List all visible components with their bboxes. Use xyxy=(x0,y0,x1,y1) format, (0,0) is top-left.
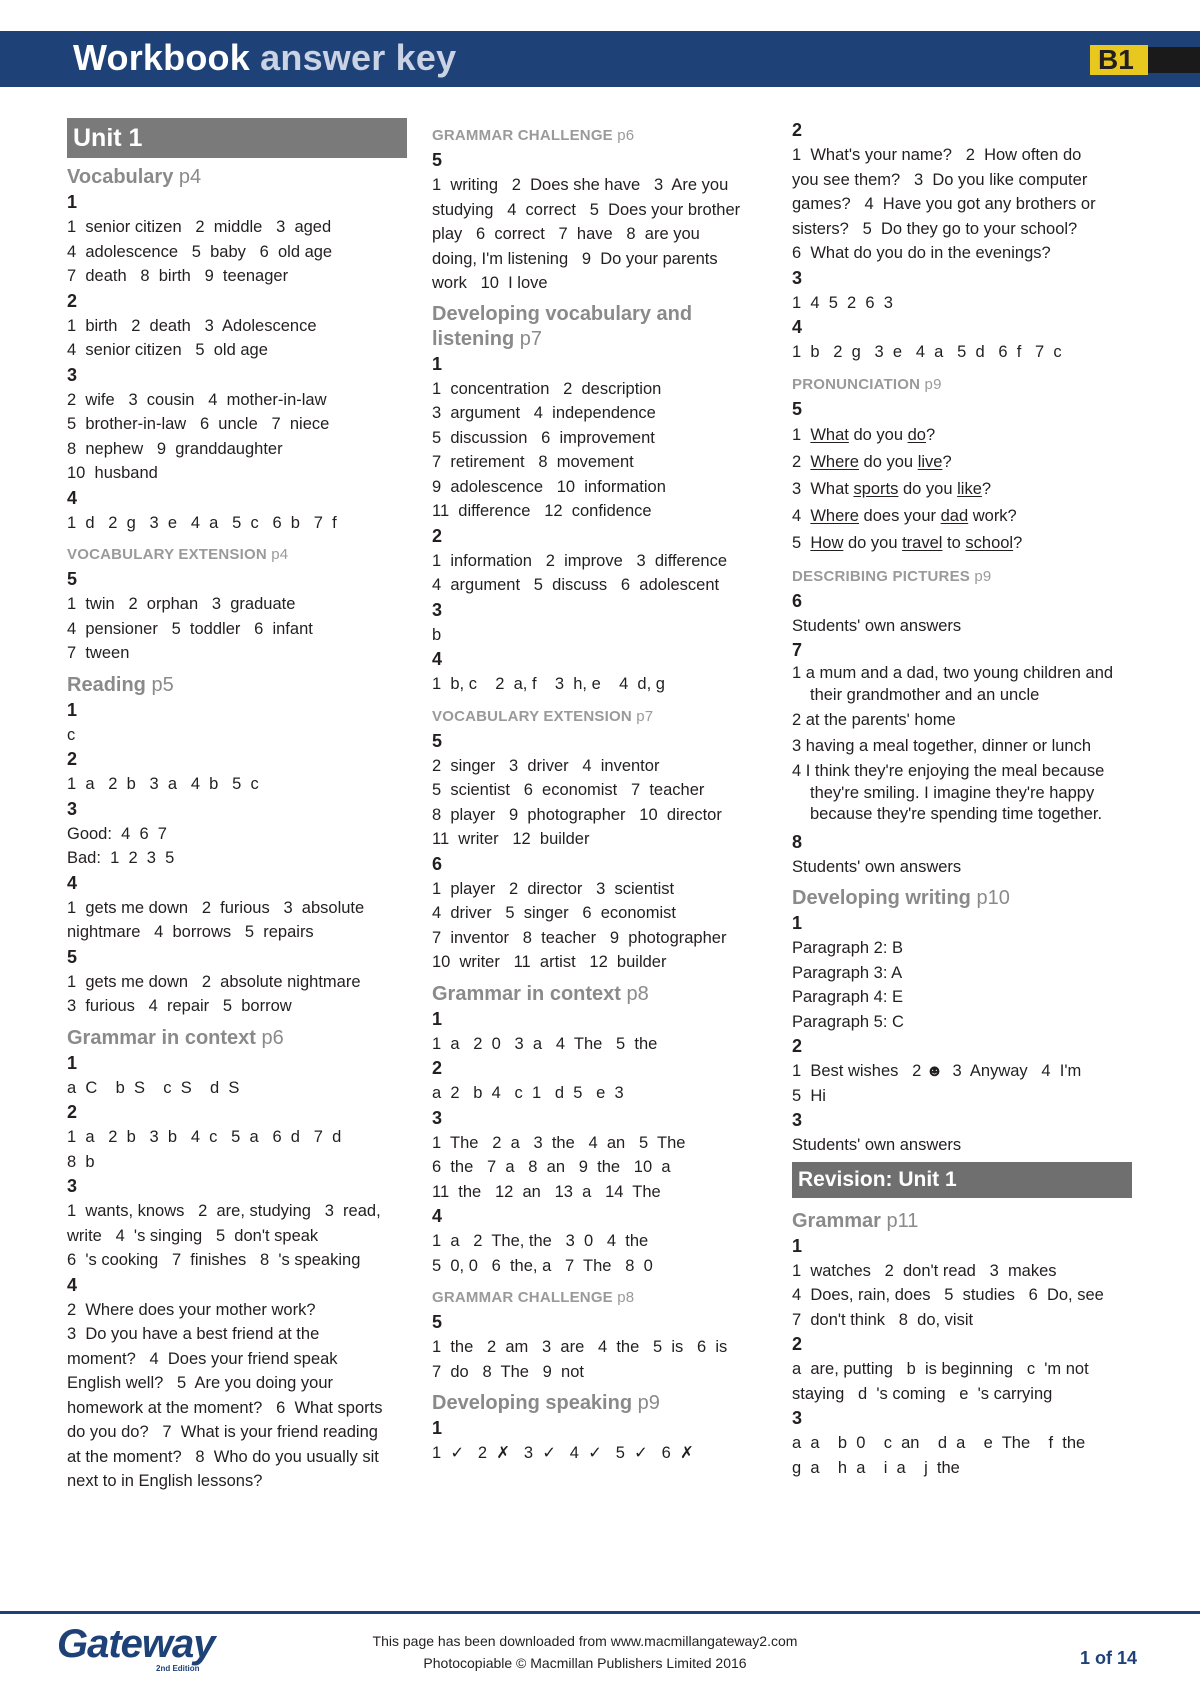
section-vocabulary-extension: VOCABULARY EXTENSION p4 xyxy=(67,546,289,563)
answer-line: 5 discussion 6 improvement xyxy=(432,428,655,447)
answer-line: 4 pensioner 5 toddler 6 infant xyxy=(67,619,313,638)
answer-line: 1 a 2 0 3 a 4 The 5 the xyxy=(432,1034,658,1053)
answer-line: 4 argument 5 discuss 6 adolescent xyxy=(432,576,720,594)
answer-line: 3 argument 4 independence xyxy=(432,404,656,422)
answer-line: English well? 5 Are you doing your xyxy=(67,1374,333,1392)
answer-line: 2 Where does your mother work? xyxy=(67,1300,316,1319)
answer-line: 1 d 2 g 3 e 4 a 5 c 6 b 7 f xyxy=(67,513,337,532)
exercise-number: 6 xyxy=(792,590,803,611)
copyright-notice: Photocopiable © Macmillan Publishers Limited 2016 xyxy=(423,1655,747,1671)
exercise-number: 2 xyxy=(792,1334,803,1354)
answer-line: 11 the 12 an 13 a 14 The xyxy=(432,1182,661,1201)
answer-line: g a h a i a j the xyxy=(792,1458,960,1477)
section-vocabulary: Vocabulary p4 xyxy=(67,166,202,188)
answer-line: 1 What do you do? xyxy=(792,425,936,444)
answer-line: 7 retirement 8 movement xyxy=(432,453,634,471)
answer-line: 3 What sports do you like? xyxy=(792,479,992,498)
exercise-number: 3 xyxy=(792,1110,803,1130)
level-badge: B1 xyxy=(1090,45,1148,75)
section-reading: Reading p5 xyxy=(67,673,174,696)
answer-line: 9 adolescence 10 information xyxy=(432,477,666,496)
exercise-number: 8 xyxy=(792,831,803,852)
section-grammar-challenge-2: GRAMMAR CHALLENGE p8 xyxy=(432,1289,635,1306)
answer-line: 1 a 2 b 3 a 4 b 5 c xyxy=(67,775,259,793)
answer-line: a 2 b 4 c 1 d 5 e 3 xyxy=(432,1084,624,1102)
answer-line: 4 driver 5 singer 6 economist xyxy=(432,904,676,922)
exercise-number: 1 xyxy=(67,192,78,212)
answer-line: 11 difference 12 confidence xyxy=(432,502,652,520)
exercise-number: 1 xyxy=(792,913,803,933)
answer-line: 1 writing 2 Does she have 3 Are you xyxy=(432,176,729,194)
exercise-number: 1 xyxy=(432,1008,443,1029)
header-title-bold: Workbook xyxy=(73,37,250,78)
answer-line: work 10 I love xyxy=(432,274,548,292)
smiley-icon: ☻ xyxy=(925,1062,944,1080)
column-1 xyxy=(67,118,407,1494)
unit-heading: Unit 1 xyxy=(67,118,407,158)
answer-line: 7 don't think 8 do, visit xyxy=(792,1310,974,1329)
answer-line: 1 gets me down 2 furious 3 absolute xyxy=(67,898,365,917)
page-number: 1 of 14 xyxy=(1080,1648,1138,1668)
answer-line: moment? 4 Does your friend speak xyxy=(67,1349,338,1368)
answer-line: Paragraph 5: C xyxy=(792,1012,904,1031)
section-developing-writing: Developing writing p10 xyxy=(792,887,1010,909)
answer-item: 1 a mum and a dad, two young children and their grandmother and an uncle xyxy=(792,664,1114,704)
exercise-number: 1 xyxy=(432,1418,443,1438)
exercise-number: 3 xyxy=(792,1408,803,1428)
answer-line: 11 writer 12 builder xyxy=(432,830,590,848)
exercise-number: 1 xyxy=(67,1052,78,1073)
answer-item: 3 having a meal together, dinner or lunch xyxy=(792,736,1092,755)
answer-line: 4 senior citizen 5 old age xyxy=(67,341,268,359)
edition-label: 2nd Edition xyxy=(156,1664,200,1673)
answer-line: homework at the moment? 6 What sports xyxy=(67,1398,383,1417)
gateway-logo: Gateway xyxy=(57,1622,215,1666)
answer-line: do you do? 7 What is your friend reading xyxy=(67,1423,378,1441)
answer-line: 1 birth 2 death 3 Adolescence xyxy=(67,316,317,335)
answer-line: 1 a 2 b 3 b 4 c 5 a 6 d 7 d xyxy=(67,1128,342,1146)
header-title-light: answer key xyxy=(260,37,457,78)
exercise-number: 5 xyxy=(432,1312,443,1332)
answer-line: 1 concentration 2 description xyxy=(432,379,662,398)
exercise-number: 6 xyxy=(432,853,443,874)
answer-line: 7 do 8 The 9 not xyxy=(432,1362,584,1381)
answer-line: 1 a 2 The, the 3 0 4 the xyxy=(432,1232,649,1250)
answer-line: 8 player 9 photographer 10 director xyxy=(432,805,722,824)
exercise-number: 3 xyxy=(432,1107,443,1128)
answer-line: 1 What's your name? 2 How often do xyxy=(792,146,1082,164)
column-3 xyxy=(792,118,1132,1480)
exercise-number: 5 xyxy=(792,398,803,419)
section-grammar-in-context: Grammar in context p6 xyxy=(67,1026,284,1049)
answer-line: 8 b xyxy=(67,1152,95,1171)
answer-line: Good: 4 6 7 xyxy=(67,824,167,843)
exercise-number: 3 xyxy=(432,599,443,620)
answer-line: at the moment? 8 Who do you usually sit xyxy=(67,1447,379,1466)
exercise-number: 3 xyxy=(792,267,803,288)
answer-line: 1 ✓ 2 ✗ 3 ✓ 4 ✓ 5 ✓ 6 ✗ xyxy=(432,1444,694,1462)
section-pronunciation: PRONUNCIATION p9 xyxy=(792,375,942,393)
section-developing-vocabulary: Developing vocabulary and listening p7 xyxy=(432,302,693,350)
answer-line: 1 Best wishes 2 ☻ 3 Anyway 4 I'm xyxy=(792,1062,1082,1080)
answer-item: 4 I think they're enjoying the meal because they're smiling. I imagine they're happy because they're spending time together. xyxy=(792,762,1105,823)
exercise-number: 2 xyxy=(792,1036,803,1056)
answer-line: 1 gets me down 2 absolute nightmare xyxy=(67,972,361,991)
answer-line: 1 The 2 a 3 the 4 an 5 The xyxy=(432,1133,686,1152)
section-grammar-challenge: GRAMMAR CHALLENGE p6 xyxy=(432,127,635,144)
answer-line: 3 Do you have a best friend at the xyxy=(67,1325,320,1343)
answer-line: a are, putting b is beginning c 'm not xyxy=(792,1360,1089,1378)
answer-line: a C b S c S d S xyxy=(67,1078,240,1097)
exercise-number: 5 xyxy=(432,730,443,751)
answer-line: next to in English lessons? xyxy=(67,1472,263,1490)
answer-line: 1 watches 2 don't read 3 makes xyxy=(792,1261,1057,1280)
download-notice: This page has been downloaded from www.macmillangateway2.com xyxy=(372,1633,798,1649)
answer-line: 5 0, 0 6 the, a 7 The 8 0 xyxy=(432,1256,653,1275)
exercise-number: 2 xyxy=(432,1058,443,1078)
answer-line: 5 Hi xyxy=(792,1086,826,1105)
answer-line: doing, I'm listening 9 Do your parents xyxy=(432,249,718,268)
answer-line: 1 b, c 2 a, f 3 h, e 4 d, g xyxy=(432,675,665,693)
answer-line: 1 4 5 2 6 3 xyxy=(792,293,893,312)
header-title xyxy=(73,37,456,79)
section-developing-speaking: Developing speaking p9 xyxy=(432,1392,660,1414)
answer-line: 2 wife 3 cousin 4 mother-in-law xyxy=(67,390,327,409)
answer-line: 4 Where does your dad work? xyxy=(792,506,1017,525)
answer-line: 2 Where do you live? xyxy=(792,452,952,471)
answer-line: 1 twin 2 orphan 3 graduate xyxy=(67,595,296,613)
answer-line: 10 writer 11 artist 12 builder xyxy=(432,953,667,971)
answer-line: 1 wants, knows 2 are, studying 3 read, xyxy=(67,1202,381,1220)
exercise-number: 5 xyxy=(67,569,78,589)
answer-line: 10 husband xyxy=(67,464,158,482)
answer-line: Paragraph 4: E xyxy=(792,988,903,1006)
exercise-number: 7 xyxy=(792,640,803,660)
answer-line: 7 inventor 8 teacher 9 photographer xyxy=(432,928,727,947)
answer-line: Students' own answers xyxy=(792,616,962,635)
exercise-number: 2 xyxy=(67,749,78,769)
revision-heading: Revision: Unit 1 xyxy=(792,1162,1132,1198)
exercise-number: 2 xyxy=(792,120,803,140)
exercise-number: 2 xyxy=(432,525,443,546)
answer-line: Paragraph 2: B xyxy=(792,939,903,957)
answer-line: 3 furious 4 repair 5 borrow xyxy=(67,997,292,1015)
exercise-number: 4 xyxy=(432,1206,443,1226)
answer-line: play 6 correct 7 have 8 are you xyxy=(432,225,700,243)
answer-line: 4 Does, rain, does 5 studies 6 Do, see xyxy=(792,1286,1104,1304)
exercise-number: 1 xyxy=(432,353,443,374)
answer-line: 5 scientist 6 economist 7 teacher xyxy=(432,781,705,799)
answer-line: 5 How do you travel to school? xyxy=(792,533,1023,552)
section-vocabulary-extension-2: VOCABULARY EXTENSION p7 xyxy=(432,707,654,725)
exercise-number: 3 xyxy=(67,1176,78,1196)
answer-line: 8 nephew 9 granddaughter xyxy=(67,439,283,458)
column-2 xyxy=(432,118,777,1466)
answer-line: 4 adolescence 5 baby 6 old age xyxy=(67,242,333,261)
answer-line: Students' own answers xyxy=(792,1136,962,1154)
answer-line: nightmare 4 borrows 5 repairs xyxy=(67,923,314,941)
answer-item: 2 at the parents' home xyxy=(792,711,956,729)
answer-line: 1 b 2 g 3 e 4 a 5 d 6 f 7 c xyxy=(792,343,1062,361)
exercise-number: 4 xyxy=(67,487,78,508)
section-describing-pictures: DESCRIBING PICTURES p9 xyxy=(792,567,992,585)
answer-line: 7 tween xyxy=(67,644,130,662)
answer-line: 5 brother-in-law 6 uncle 7 niece xyxy=(67,415,330,433)
answer-line: 1 player 2 director 3 scientist xyxy=(432,879,675,898)
exercise-number: 5 xyxy=(67,946,78,967)
page-header xyxy=(0,31,1200,87)
answer-line: c xyxy=(67,725,76,744)
exercise-number: 2 xyxy=(67,1102,78,1122)
answer-line: studying 4 correct 5 Does your brother xyxy=(432,200,741,219)
exercise-number: 3 xyxy=(67,798,78,819)
exercise-number: 5 xyxy=(432,150,443,170)
exercise-number: 4 xyxy=(67,872,78,893)
exercise-number: 4 xyxy=(432,649,443,669)
answer-line: a a b 0 c an d a e The f the xyxy=(792,1434,1086,1452)
answer-line: games? 4 Have you got any brothers or xyxy=(792,195,1096,213)
exercise-number: 1 xyxy=(67,699,78,720)
exercise-number: 4 xyxy=(792,317,803,337)
section-grammar: Grammar p11 xyxy=(792,1209,919,1232)
section-grammar-in-context-2: Grammar in context p8 xyxy=(432,982,649,1005)
answer-line: 6 's cooking 7 finishes 8 's speaking xyxy=(67,1251,361,1269)
answer-line: 1 the 2 am 3 are 4 the 5 is 6 is xyxy=(432,1338,728,1356)
answer-line: sisters? 5 Do they go to your school? xyxy=(792,219,1078,238)
answer-line: 6 the 7 a 8 an 9 the 10 a xyxy=(432,1158,671,1176)
answer-line: Paragraph 3: A xyxy=(792,963,903,982)
answer-line: staying d 's coming e 's carrying xyxy=(792,1384,1053,1403)
answer-line: you see them? 3 Do you like computer xyxy=(792,170,1088,189)
answer-line: 1 information 2 improve 3 difference xyxy=(432,551,728,570)
exercise-number: 1 xyxy=(792,1235,803,1256)
answer-line: Bad: 1 2 3 5 xyxy=(67,849,175,867)
answer-line: Students' own answers xyxy=(792,857,962,876)
exercise-number: 4 xyxy=(67,1274,78,1295)
footer-divider xyxy=(0,1611,1200,1614)
exercise-number: 3 xyxy=(67,364,78,385)
exercise-number: 2 xyxy=(67,290,78,311)
answer-line: write 4 's singing 5 don't speak xyxy=(67,1226,319,1245)
answer-line: 1 senior citizen 2 middle 3 aged xyxy=(67,218,332,236)
answer-line: b xyxy=(432,625,442,644)
answer-line: 2 singer 3 driver 4 inventor xyxy=(432,756,660,775)
answer-line: 7 death 8 birth 9 teenager xyxy=(67,267,289,285)
answer-line: 6 What do you do in the evenings? xyxy=(792,244,1051,262)
